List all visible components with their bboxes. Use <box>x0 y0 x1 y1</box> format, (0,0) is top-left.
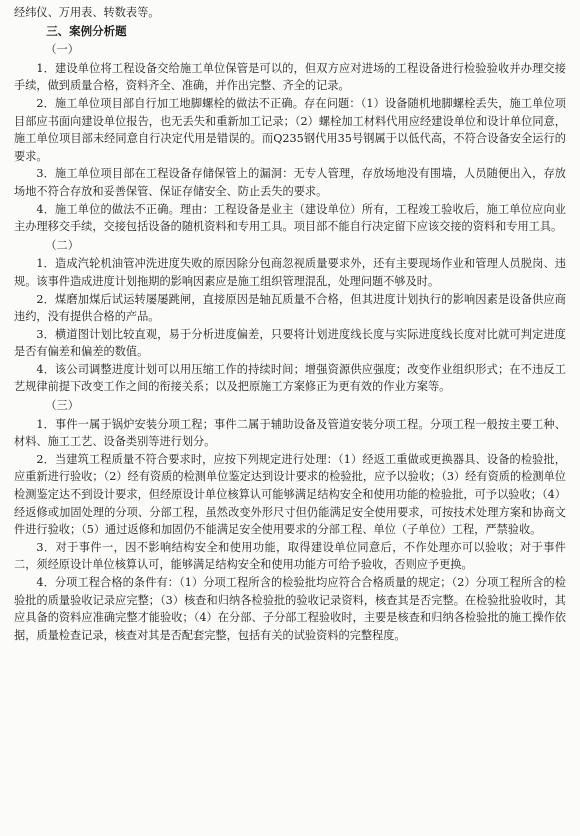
paragraph: 3．施工单位项目部在工程设备存储保管上的漏洞：无专人管理，存放场地没有围墙，人员随便出入，存放场地不符合存放和妥善保管、保证存储安全、防止丢失的要求。 <box>14 167 566 198</box>
paragraph: 2．当建筑工程质量不符合要求时，应按下列规定进行处理：（1）经返工重做或更换器具、设备的检验批，应重新进行验收；（2）经有资质的检测单位鉴定达到设计要求的检验批，应予以验收；（3）经有资质的检测单位检测鉴定达不到设计要求，但经原设计单位核算认可能够满足结构安全和使用功能的检验批，可予以验收；（4）经返修或加固处理的分项、分部工程，虽然改变外形尺寸但仍能满足安全使用要求，可按技术处理方案和协商文件进行验收；（5）通过返修和加固仍不能满足安全使用要求的分部工程、单位（子单位）工程，严禁验收。 <box>14 452 566 537</box>
paragraph: 3．对于事件一，因不影响结构安全和使用功能，取得建设单位同意后，不作处理亦可以验收；对于事件二，须经原设计单位核算认可，能够满足结构安全和使用功能方可给予验收，否则应予更换。 <box>14 540 566 572</box>
paragraph: 1．事件一属于锅炉安装分项工程；事件二属于辅助设备及管道安装分项工程。分项工程一般按主要工种、材料、施工工艺、设备类别等进行划分。 <box>14 417 566 449</box>
part-label-3: （三） <box>45 399 79 413</box>
paragraph: 2．施工单位项目部自行加工地脚螺栓的做法不正确。存在问题：（1）设备随机地脚螺栓丢失，施工单位项目部应书面向建设单位报告，也无丢失和重新加工记录；（2）螺栓加工材料代用应经建设单位和设计单位同意，施工单位项目部未经同意自行决定代用是错误的。而Q235钢代用35号钢属于以低代高，不符合设备安全运行的要求。 <box>14 96 566 163</box>
section-title: 三、案例分析题 <box>46 23 127 38</box>
part-label-2: （二） <box>45 238 79 252</box>
paragraph: 4．分项工程合格的条件有：（1）分项工程所含的检验批均应符合合格质量的规定；（2）分项工程所含的检验批的质量验收记录应完整；（3）核查和归纳各检验批的验收记录资料，核查其是否完整。在检验批验收时，其应具备的资料应准确完整才能验收；（4）在分部、子分部工程验收时，主要是核查和归纳各检验批的施工操作依据，质量检查记录，核查对其是否配套完整，包括有关的试验资料的完整程度。 <box>14 576 566 642</box>
paragraph: 3．横道图计划比较直观，易于分析进度偏差，只要将计划进度线长度与实际进度线长度对比就可判定进度是否有偏差和偏差的数值。 <box>14 327 566 359</box>
paragraph: 2．煤磨加煤后试运转屡屡跳闸，直接原因是轴瓦质量不合格，但其进度计划执行的影响因素是设备供应商违约，没有提供合格的产品。 <box>14 292 566 324</box>
part-label-1: （一） <box>45 43 79 57</box>
paragraph: 4．该公司调整进度计划可以用压缩工作的持续时间；增强资源供应强度；改变作业组织形式；在不违反工艺规律前提下改变工作之间的衔接关系；以及把原施工方案修正为更有效的作业方案等。 <box>14 362 566 394</box>
paragraph: 4．施工单位的做法不正确。理由：工程设备是业主（建设单位）所有，工程竣工验收后，施工单位应向业主办理移交手续，交接包括设备的随机资料和专用工具。项目部不能自行决定留下应该交接的资料和专用工具。 <box>14 202 566 234</box>
continuation-line: 经纬仪、万用表、转数表等。 <box>14 6 160 19</box>
paragraph: 1．造成汽轮机油管冲洗进度失败的原因除分包商忽视质量要求外，还有主要现场作业和管理人员脱岗、违规。该事件造成进度计划拖期的影响因素应是施工组织管理混乱，处理问题不够及时。 <box>14 257 566 288</box>
paragraph: 1．建设单位将工程设备交给施工单位保管是可以的，但双方应对进场的工程设备进行检验验收并办理交接手续，做到质量合格，资料齐全、准确，并作出完整、齐全的记录。 <box>14 61 566 93</box>
